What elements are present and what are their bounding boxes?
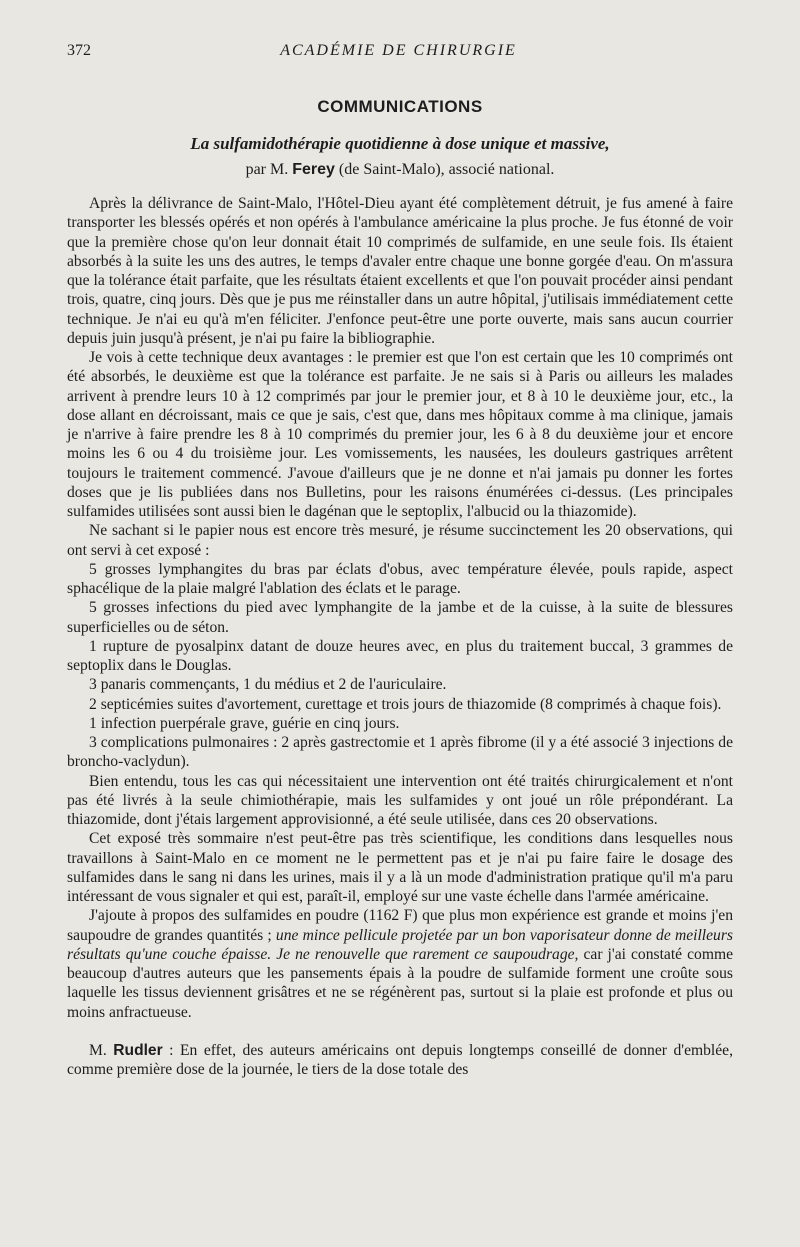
observation-item: 3 panaris commençants, 1 du médius et 2 de l'auriculaire. (89, 676, 447, 694)
text-run: car j'ai constaté comme beaucoup d'autres auteurs que les pansements épais à la poudre de sulfamide forment une croûte sous laquelle les tissus deviennent grisâtres et ne se régénèrent pas, surtout si la plaie est profonde et plus ou moins anfractueuse. (67, 945, 733, 1021)
observation-item: 3 complications pulmonaires : 2 après gastrectomie et 1 après fibrome (il y a été associé 3 injections de broncho-vaclydun). (67, 734, 733, 771)
paragraph: Ne sachant si le papier nous est encore très mesuré, je résume succinctement les 20 observations, qui ont servi à cet exposé : (67, 522, 733, 559)
paragraph-with-italic (67, 906, 733, 1022)
paragraph: Bien entendu, tous les cas qui nécessitaient une intervention ont été traités chirurgicalement et n'ont pas été livrés à la seule chimiothérapie, mais les sulfamides y ont joué un rôle prépondérant. La thiazomide, dont j'étais largement approvisionné, a été seule utilisée, dans ces 20 observations. (67, 772, 733, 828)
article-title: La sulfamidothérapie quotidienne à dose unique et massive, (190, 134, 610, 153)
running-header (67, 42, 730, 64)
discussion-text: : En effet, des auteurs américains ont depuis longtemps conseillé de donner d'emblée, comme première dose de la journée, le tiers de la dose totale des (67, 1041, 733, 1078)
page-number: 372 (67, 42, 91, 59)
observation-item: 1 rupture de pyosalpinx datant de douze heures avec, en plus du traitement buccal, 3 grammes de septoplix dans le Douglas. (67, 637, 733, 674)
byline (0, 161, 800, 179)
journal-title: ACADÉMIE DE CHIRURGIE (280, 42, 517, 59)
text-run: J'ajoute à propos des sulfamides en poudre (1162 F) que plus mon expérience est grande et moins j'en saupoudre de grandes quantités ; (67, 907, 733, 944)
paragraph: Je vois à cette technique deux avantages : le premier est que l'on est certain que les 10 comprimés ont été absorbés, le deuxième est que la tolérance est parfaite. Je ne sais si à Paris ou ailleurs les malades arrivent à prendre leurs 10 à 12 comprimés par jour le premier jour, et 8 à 10 le deuxième jour, etc., la dose allant en décroissant, mais ce que je sais, c'est que, dans mes hôpitaux comme à ma clinique, jamais je n'arrive à faire prendre les 8 à 10 comprimés du premier jour, les 6 à 8 du deuxième jour et encore moins les 6 ou 4 du troisième jour. Les vomissements, les nausées, les douleurs gastriques arrêtent toujours le traitement commencé. J'avoue d'ailleurs que je ne donne et n'ai jamais pu donner les fortes doses que je lis publiées dans nos Bulletins, pour les raisons énumérées ci-dessus. (Les principales sulfamides utilisées sont aussi bien le dagénan que le septoplix, l'albucid ou la thiazomide). (67, 349, 733, 520)
italic-passage: une mince pellicule projetée par un bon vaporisateur donne de meilleurs résultats qu'une couche épaisse. Je ne renouvelle que rarement ce saupoudrage, (67, 926, 733, 963)
byline-affiliation: (de Saint-Malo), associé national. (334, 161, 555, 178)
author-name: Ferey (292, 161, 335, 178)
observation-item: 2 septicémies suites d'avortement, curettage et trois jours de thiazomide (8 comprimés à chaque fois). (89, 695, 722, 713)
observation-item: 5 grosses infections du pied avec lymphangite de la jambe et de la cuisse, à la suite de blessures superficielles ou de séton. (67, 599, 733, 636)
article-body (67, 194, 733, 1079)
paragraph: Après la délivrance de Saint-Malo, l'Hôtel-Dieu ayant été complètement détruit, je fus amené à faire transporter les blessés opérés et non opérés à l'ambulance américaine la plus proche. Je fus étonné de voir que la première chose qu'on leur donnait était 10 comprimés de sulfamide, en une seule fois. Ils étaient absorbés à la suite les uns des autres, le temps d'avaler entre chaque une bonne gorgée d'eau. On m'assura que la tolérance était parfaite, que les résultats étaient excellents et que l'on pouvait procéder ainsi pendant trois, quatre, cinq jours. Dès que je pus me réinstaller dans un autre hôpital, j'utilisais immédiatement cette technique. Je n'ai eu qu'à m'en féliciter. J'enfonce peut-être une porte ouverte, mais sans aucun courrier depuis juin jusqu'à présent, je n'ai pu faire la bibliographie. (67, 195, 733, 347)
observation-item: 5 grosses lymphangites du bras par éclats d'obus, avec température élevée, pouls rapide, aspect sphacélique de la plaie malgré l'ablation des éclats et le parage. (67, 560, 733, 597)
speaker-name: Rudler (113, 1041, 163, 1059)
speaker-prefix: M. (89, 1041, 114, 1059)
byline-prefix: par M. (245, 161, 293, 178)
discussion-paragraph (67, 1041, 733, 1080)
observation-item: 1 infection puerpérale grave, guérie en cinq jours. (89, 714, 400, 732)
paragraph: Cet exposé très sommaire n'est peut-être pas très scientifique, les conditions dans lesquelles nous travaillons à Saint-Malo en ce moment ne le permettent pas et je n'ai pu faire faire le dosage des sulfamides dans le sang ni dans les urines, mais il y a là un mode d'administration pratique qu'il m'a paru intéressant de vous signaler et qui est, paraît-il, employé sur une vaste échelle dans l'armée américaine. (67, 830, 733, 905)
section-title: COMMUNICATIONS (317, 97, 483, 116)
